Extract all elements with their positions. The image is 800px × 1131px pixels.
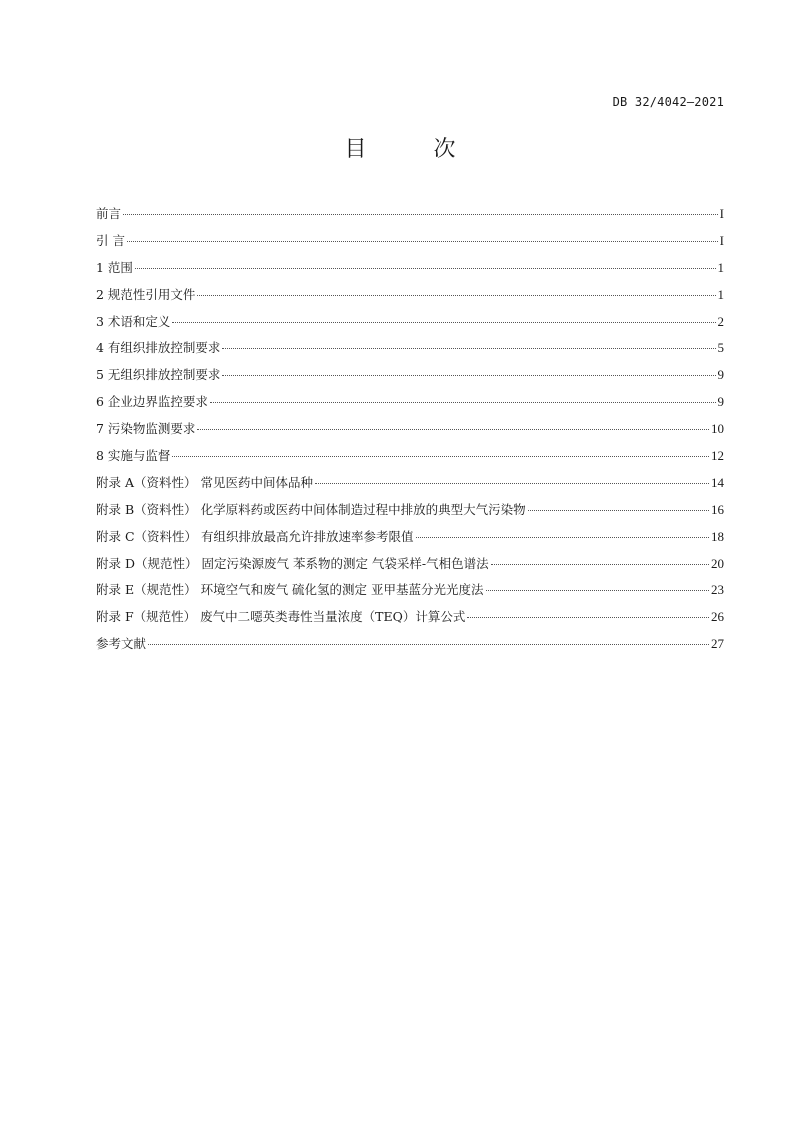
document-code: DB 32/4042—2021 [612,95,724,109]
toc-entry[interactable] [96,473,724,500]
toc-entry[interactable] [96,634,724,661]
toc-dot-leader [416,537,709,538]
toc-entry[interactable] [96,446,724,473]
toc-entry-page-number: 5 [717,340,724,356]
toc-dot-leader [127,241,718,242]
toc-dot-leader [135,268,716,269]
toc-entry-label: 附录 F（规范性） 废气中二噁英类毒性当量浓度（TEQ）计算公式 [96,609,466,625]
toc-entry[interactable] [96,258,724,285]
toc-entry[interactable] [96,231,724,258]
toc-dot-leader [486,590,709,591]
toc-entry[interactable] [96,365,724,392]
toc-entry-label: 前言 [96,206,122,221]
toc-dot-leader [172,322,715,323]
toc-entry-page-number: 16 [711,501,724,517]
toc-entry-page-number: 12 [711,448,724,464]
toc-entry-page-number: I [719,206,724,221]
toc-dot-leader [467,617,709,618]
toc-entry-page-number: 27 [711,636,724,652]
toc-entry-page-number: 10 [711,421,724,437]
toc-entry-page-number: 2 [717,313,724,329]
toc-entry-label: 3 术语和定义 [96,313,171,329]
toc-dot-leader [491,564,709,565]
toc-dot-leader [210,402,716,403]
table-of-contents [96,204,724,661]
toc-entry-label: 6 企业边界监控要求 [96,394,208,410]
toc-entry[interactable] [96,338,724,365]
toc-entry-page-number: 9 [717,394,724,410]
toc-entry-page-number: 1 [717,259,724,275]
toc-entry-label: 附录 D（规范性） 固定污染源废气 苯系物的测定 气袋采样-气相色谱法 [96,555,489,571]
toc-entry[interactable] [96,204,724,231]
toc-entry[interactable] [96,580,724,607]
toc-entry[interactable] [96,312,724,339]
toc-dot-leader [315,483,709,484]
toc-entry-label: 4 有组织排放控制要求 [96,340,221,356]
toc-entry-page-number: 20 [711,555,724,571]
toc-dot-leader [123,214,718,215]
toc-entry[interactable] [96,607,724,634]
page-title: 目 次 [344,137,486,162]
toc-entry-label: 参考文献 [96,636,147,652]
toc-entry-label: 附录 B（资料性） 化学原料药或医药中间体制造过程中排放的典型大气污染物 [96,501,526,517]
toc-entry-label: 7 污染物监测要求 [96,421,196,437]
toc-dot-leader [197,429,709,430]
toc-dot-leader [148,644,709,645]
toc-entry[interactable] [96,419,724,446]
toc-dot-leader [222,375,715,376]
toc-entry[interactable] [96,500,724,527]
toc-entry-label: 1 范围 [96,259,133,275]
toc-entry-page-number: 26 [711,609,724,625]
toc-entry-page-number: 9 [717,367,724,383]
toc-entry-label: 引 言 [96,232,125,248]
toc-entry-label: 5 无组织排放控制要求 [96,367,221,383]
toc-entry[interactable] [96,554,724,581]
toc-entry[interactable] [96,527,724,554]
toc-entry-page-number: 1 [717,286,724,302]
toc-dot-leader [528,510,709,511]
toc-entry-label: 8 实施与监督 [96,448,171,464]
toc-entry[interactable] [96,392,724,419]
toc-entry-page-number: I [719,232,724,248]
toc-entry-label: 附录 C（资料性） 有组织排放最高允许排放速率参考限值 [96,528,414,544]
toc-dot-leader [197,295,715,296]
toc-entry-label: 2 规范性引用文件 [96,286,196,302]
toc-entry-page-number: 18 [711,528,724,544]
toc-entry-page-number: 23 [711,582,724,598]
toc-dot-leader [172,456,709,457]
toc-entry[interactable] [96,285,724,312]
toc-entry-page-number: 14 [711,474,724,490]
toc-dot-leader [222,348,715,349]
toc-entry-label: 附录 E（规范性） 环境空气和废气 硫化氢的测定 亚甲基蓝分光光度法 [96,582,484,598]
toc-entry-label: 附录 A（资料性） 常见医药中间体品种 [96,474,313,490]
